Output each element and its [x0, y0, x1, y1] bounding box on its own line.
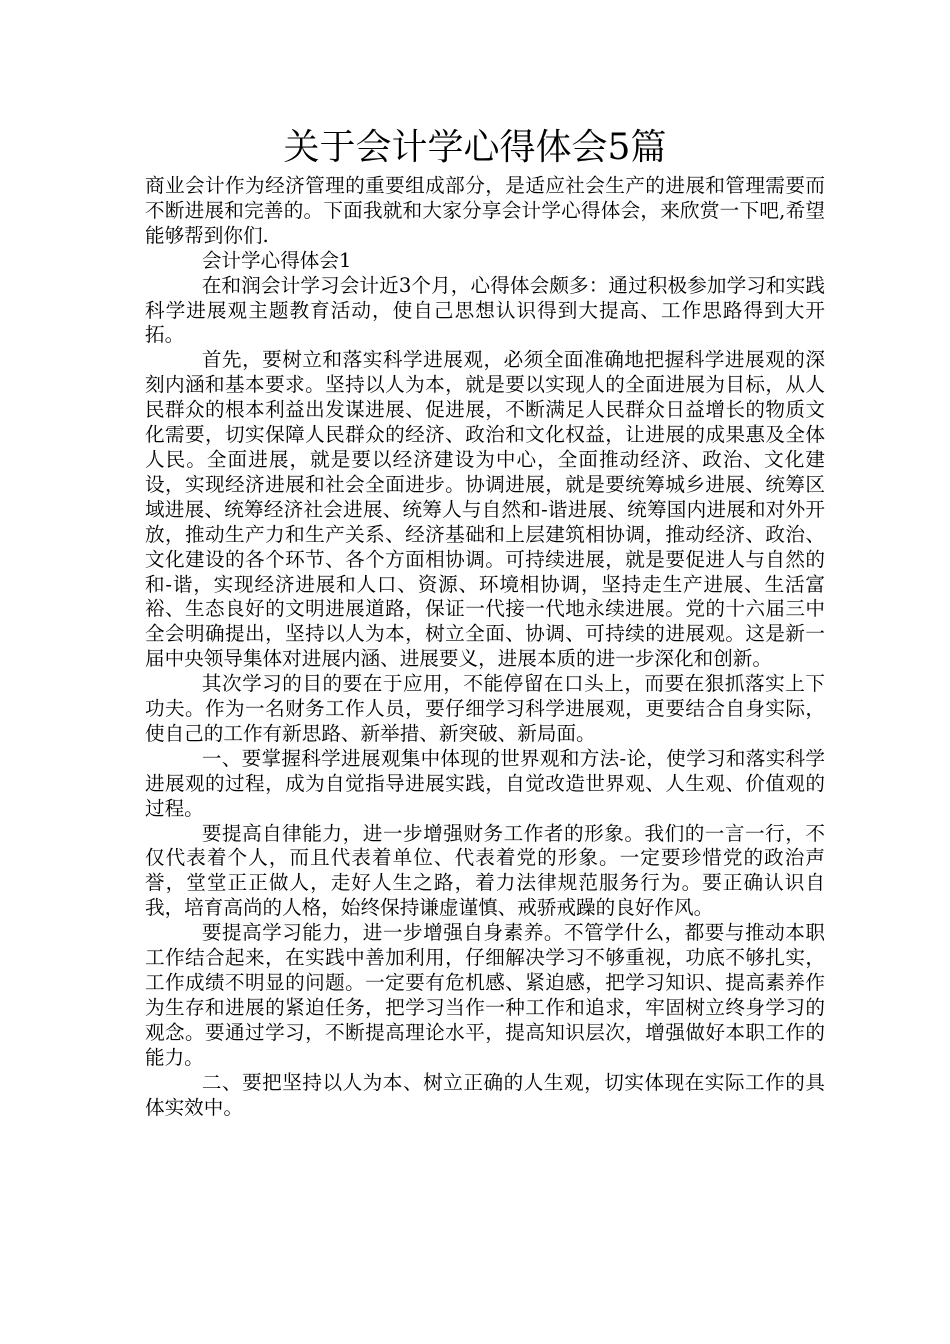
body-paragraph: 首先，要树立和落实科学进展观，必须全面准确地把握科学进展观的深刻内涵和基本要求。坚持以人为本，就是要以实现人的全面进展为目标，从人民群众的根本利益出发谋进展、促进展，不断满足人民群众日益增长的物质文化需要，切实保障人民群众的经济、政治和文化权益，让进展的成果惠及全体人民。全面进展，就是要以经济建设为中心，全面推动经济、政治、文化建设，实现经济进展和社会全面进步。协调进展，就是要统筹城乡进展、统筹区域进展、统筹经济社会进展、统筹人与自然和-谐进展、统筹国内进展和对外开放，推动生产力和生产关系、经济基础和上层建筑相协调，推动经济、政治、文化建设的各个环节、各个方面相协调。可持续进展，就是要促进人与自然的和-谐，实现经济进展和人口、资源、环境相协调，坚持走生产进展、生活富裕、生态良好的文明进展道路，保证一代接一代地永续进展。党的十六届三中全会明确提出，坚持以人为本，树立全面、协调、可持续的进展观。这是新一届中央领导集体对进展内涵、进展要义，进展本质的进一步深化和创新。	[145, 348, 825, 671]
section-heading: 会计学心得体会1	[201, 248, 352, 272]
body-paragraph: 二、要把坚持以人为本、树立正确的人生观，切实体现在实际工作的具体实效中。	[145, 1070, 825, 1119]
document-body	[145, 174, 825, 1120]
body-paragraph: 一、要掌握科学进展观集中体现的世界观和方法-论，使学习和落实科学进展观的过程，成为自觉指导进展实践，自觉改造世界观、人生观、价值观的过程。	[145, 746, 825, 820]
body-paragraph: 要提高学习能力，进一步增强自身素养。不管学什么，都要与推动本职工作结合起来，在实践中善加利用，仔细解决学习不够重视，功底不够扎实，工作成绩不明显的问题。一定要有危机感、紧迫感，把学习知识、提高素养作为生存和进展的紧迫任务，把学习当作一种工作和追求，牢固树立终身学习的观念。要通过学习，不断提高理论水平，提高知识层次，增强做好本职工作的能力。	[145, 921, 825, 1069]
body-paragraph: 其次学习的目的要在于应用，不能停留在口头上，而要在狠抓落实上下功夫。作为一名财务工作人员，要仔细学习科学进展观，更要结合自身实际，使自己的工作有新思路、新举措、新突破、新局面。	[145, 672, 825, 745]
body-paragraph: 在和润会计学习会计近3个月，心得体会颇多：通过积极参加学习和实践科学进展观主题教育活动，使自己思想认识得到大提高、工作思路得到大开拓。	[145, 273, 825, 347]
document-title: 关于会计学心得体会5篇	[283, 127, 667, 168]
intro-paragraph: 商业会计作为经济管理的重要组成部分，是适应社会生产的进展和管理需要而不断进展和完善的。下面我就和大家分享会计学心得体会，来欣赏一下吧,希望能够帮到你们.	[145, 174, 825, 247]
body-paragraph: 要提高自律能力，进一步增强财务工作者的形象。我们的一言一行，不仅代表着个人，而且代表着单位、代表着党的形象。一定要珍惜党的政治声誉，堂堂正正做人，走好人生之路，着力法律规范服务行为。要正确认识自我，培育高尚的人格，始终保持谦虚谨慎、戒骄戒躁的良好作风。	[145, 821, 825, 920]
